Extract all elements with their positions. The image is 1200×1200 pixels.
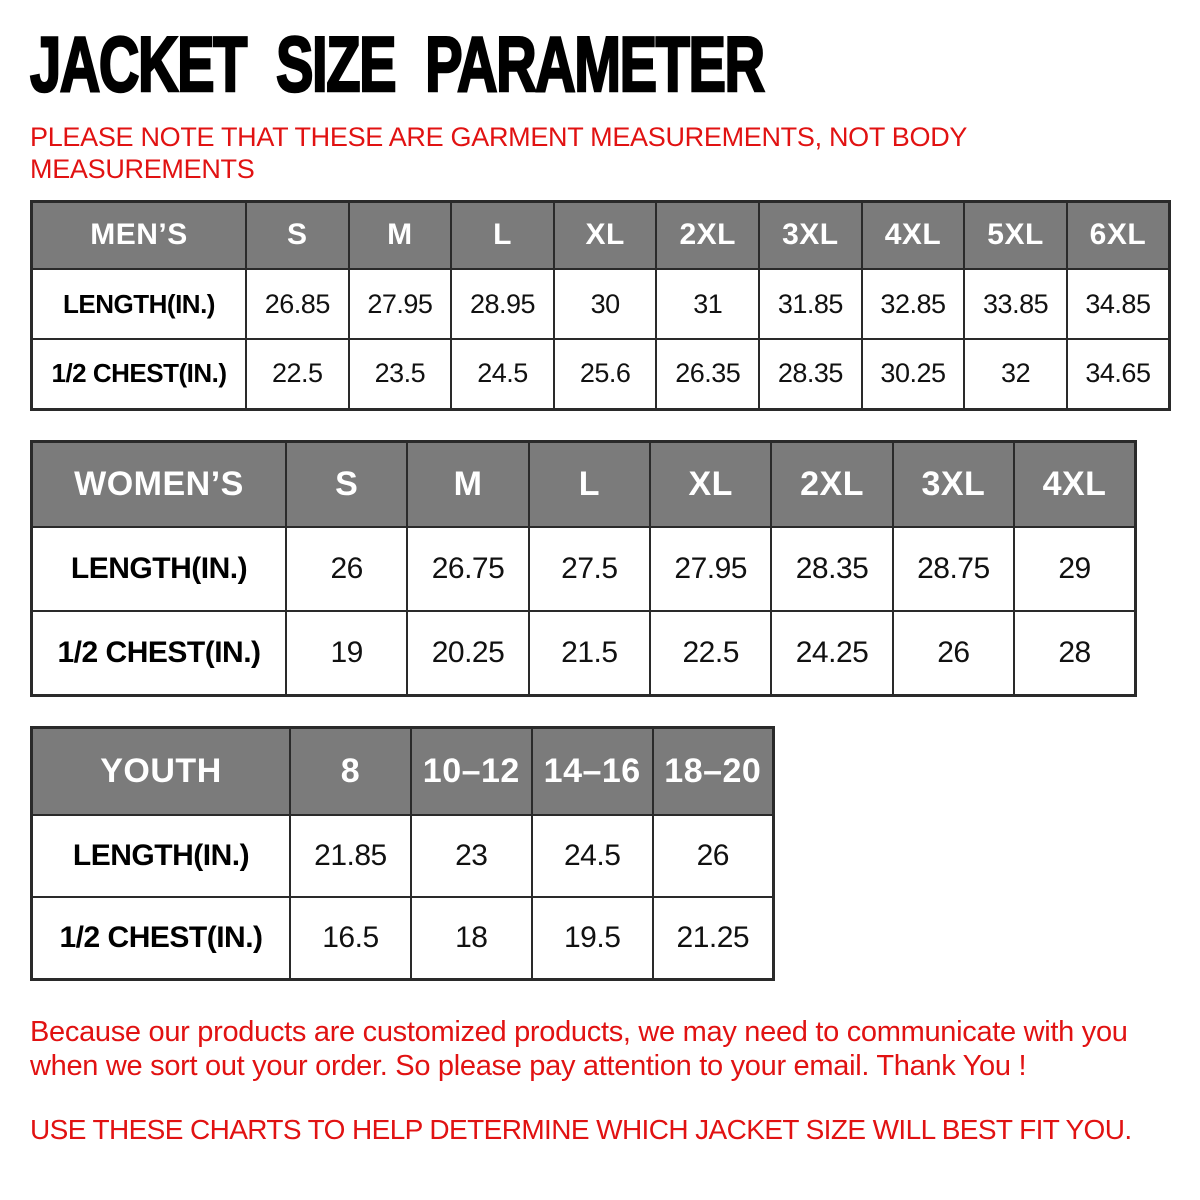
mens-chest-value: 23.5 (349, 339, 452, 409)
youth-length-value: 21.85 (290, 815, 411, 897)
mens-length-value: 27.95 (349, 269, 452, 339)
mens-size-column-header: 5XL (964, 201, 1067, 269)
womens-size-column-header: 3XL (893, 441, 1014, 527)
mens-length-value: 34.85 (1067, 269, 1170, 339)
womens-row-label: LENGTH(IN.) (32, 527, 287, 611)
mens-chest-value: 32 (964, 339, 1067, 409)
youth-size-column-header: 10–12 (411, 727, 532, 815)
mens-length-value: 33.85 (964, 269, 1067, 339)
womens-chest-row (32, 611, 1136, 695)
mens-size-column-header: M (349, 201, 452, 269)
womens-chest-value: 19 (286, 611, 407, 695)
youth-row-label: 1/2 CHEST(IN.) (32, 897, 291, 979)
note-line-2: MEASUREMENTS (30, 153, 255, 184)
womens-size-column-header: 4XL (1014, 441, 1135, 527)
youth-row-label: LENGTH(IN.) (32, 815, 291, 897)
womens-chest-value: 28 (1014, 611, 1135, 695)
womens-chest-value: 21.5 (529, 611, 650, 695)
youth-header-row (32, 727, 774, 815)
mens-chest-value: 26.35 (656, 339, 759, 409)
mens-size-column-header: 2XL (656, 201, 759, 269)
womens-size-column-header: L (529, 441, 650, 527)
youth-size-table (30, 726, 775, 981)
mens-chest-value: 22.5 (246, 339, 349, 409)
womens-table-title: WOMEN’S (32, 441, 287, 527)
womens-length-value: 27.5 (529, 527, 650, 611)
womens-chest-value: 24.25 (771, 611, 892, 695)
womens-length-value: 28.75 (893, 527, 1014, 611)
mens-chest-value: 28.35 (759, 339, 862, 409)
mens-size-column-header: 6XL (1067, 201, 1170, 269)
custom-order-note-line-1: Because our products are customized products, we may need to communicate with you (30, 1015, 1128, 1048)
mens-chest-row (32, 339, 1170, 409)
page-title: JACKET SIZE PARAMETER (30, 20, 764, 108)
mens-length-value: 28.95 (451, 269, 554, 339)
youth-length-value: 23 (411, 815, 532, 897)
note-line-1: PLEASE NOTE THAT THESE ARE GARMENT MEASUREMENTS, NOT BODY (30, 121, 968, 152)
womens-length-value: 29 (1014, 527, 1135, 611)
mens-size-column-header: L (451, 201, 554, 269)
mens-table-title: MEN’S (32, 201, 247, 269)
mens-chest-value: 30.25 (862, 339, 965, 409)
womens-header-row (32, 441, 1136, 527)
youth-table-title: YOUTH (32, 727, 291, 815)
mens-length-value: 26.85 (246, 269, 349, 339)
chart-usage-note: USE THESE CHARTS TO HELP DETERMINE WHICH JACKET SIZE WILL BEST FIT YOU. (30, 1114, 1132, 1146)
mens-row-label: LENGTH(IN.) (32, 269, 247, 339)
mens-length-value: 31 (656, 269, 759, 339)
youth-size-column-header: 8 (290, 727, 411, 815)
youth-chest-value: 18 (411, 897, 532, 979)
size-tables-container (30, 200, 1172, 981)
youth-size-column-header: 18–20 (653, 727, 774, 815)
mens-length-value: 32.85 (862, 269, 965, 339)
womens-size-column-header: XL (650, 441, 771, 527)
garment-measurement-note (30, 122, 1172, 186)
womens-chest-value: 20.25 (407, 611, 528, 695)
womens-length-value: 26.75 (407, 527, 528, 611)
womens-size-column-header: S (286, 441, 407, 527)
mens-size-column-header: 3XL (759, 201, 862, 269)
youth-chest-value: 16.5 (290, 897, 411, 979)
mens-header-row (32, 201, 1170, 269)
mens-length-value: 30 (554, 269, 657, 339)
womens-length-row (32, 527, 1136, 611)
womens-length-value: 26 (286, 527, 407, 611)
mens-size-table (30, 200, 1171, 411)
mens-chest-value: 25.6 (554, 339, 657, 409)
womens-length-value: 27.95 (650, 527, 771, 611)
womens-size-table (30, 440, 1137, 697)
youth-chest-row (32, 897, 774, 979)
youth-chest-value: 19.5 (532, 897, 653, 979)
womens-length-value: 28.35 (771, 527, 892, 611)
mens-row-label: 1/2 CHEST(IN.) (32, 339, 247, 409)
custom-order-note-line-2: when we sort out your order. So please pay attention to your email. Thank You ! (30, 1049, 1027, 1082)
custom-order-note (30, 1015, 1172, 1083)
youth-length-value: 26 (653, 815, 774, 897)
mens-length-value: 31.85 (759, 269, 862, 339)
youth-size-column-header: 14–16 (532, 727, 653, 815)
womens-chest-value: 26 (893, 611, 1014, 695)
womens-size-column-header: 2XL (771, 441, 892, 527)
womens-chest-value: 22.5 (650, 611, 771, 695)
mens-length-row (32, 269, 1170, 339)
womens-row-label: 1/2 CHEST(IN.) (32, 611, 287, 695)
youth-length-value: 24.5 (532, 815, 653, 897)
mens-chest-value: 24.5 (451, 339, 554, 409)
mens-size-column-header: XL (554, 201, 657, 269)
youth-length-row (32, 815, 774, 897)
mens-chest-value: 34.65 (1067, 339, 1170, 409)
mens-size-column-header: 4XL (862, 201, 965, 269)
womens-size-column-header: M (407, 441, 528, 527)
youth-chest-value: 21.25 (653, 897, 774, 979)
mens-size-column-header: S (246, 201, 349, 269)
